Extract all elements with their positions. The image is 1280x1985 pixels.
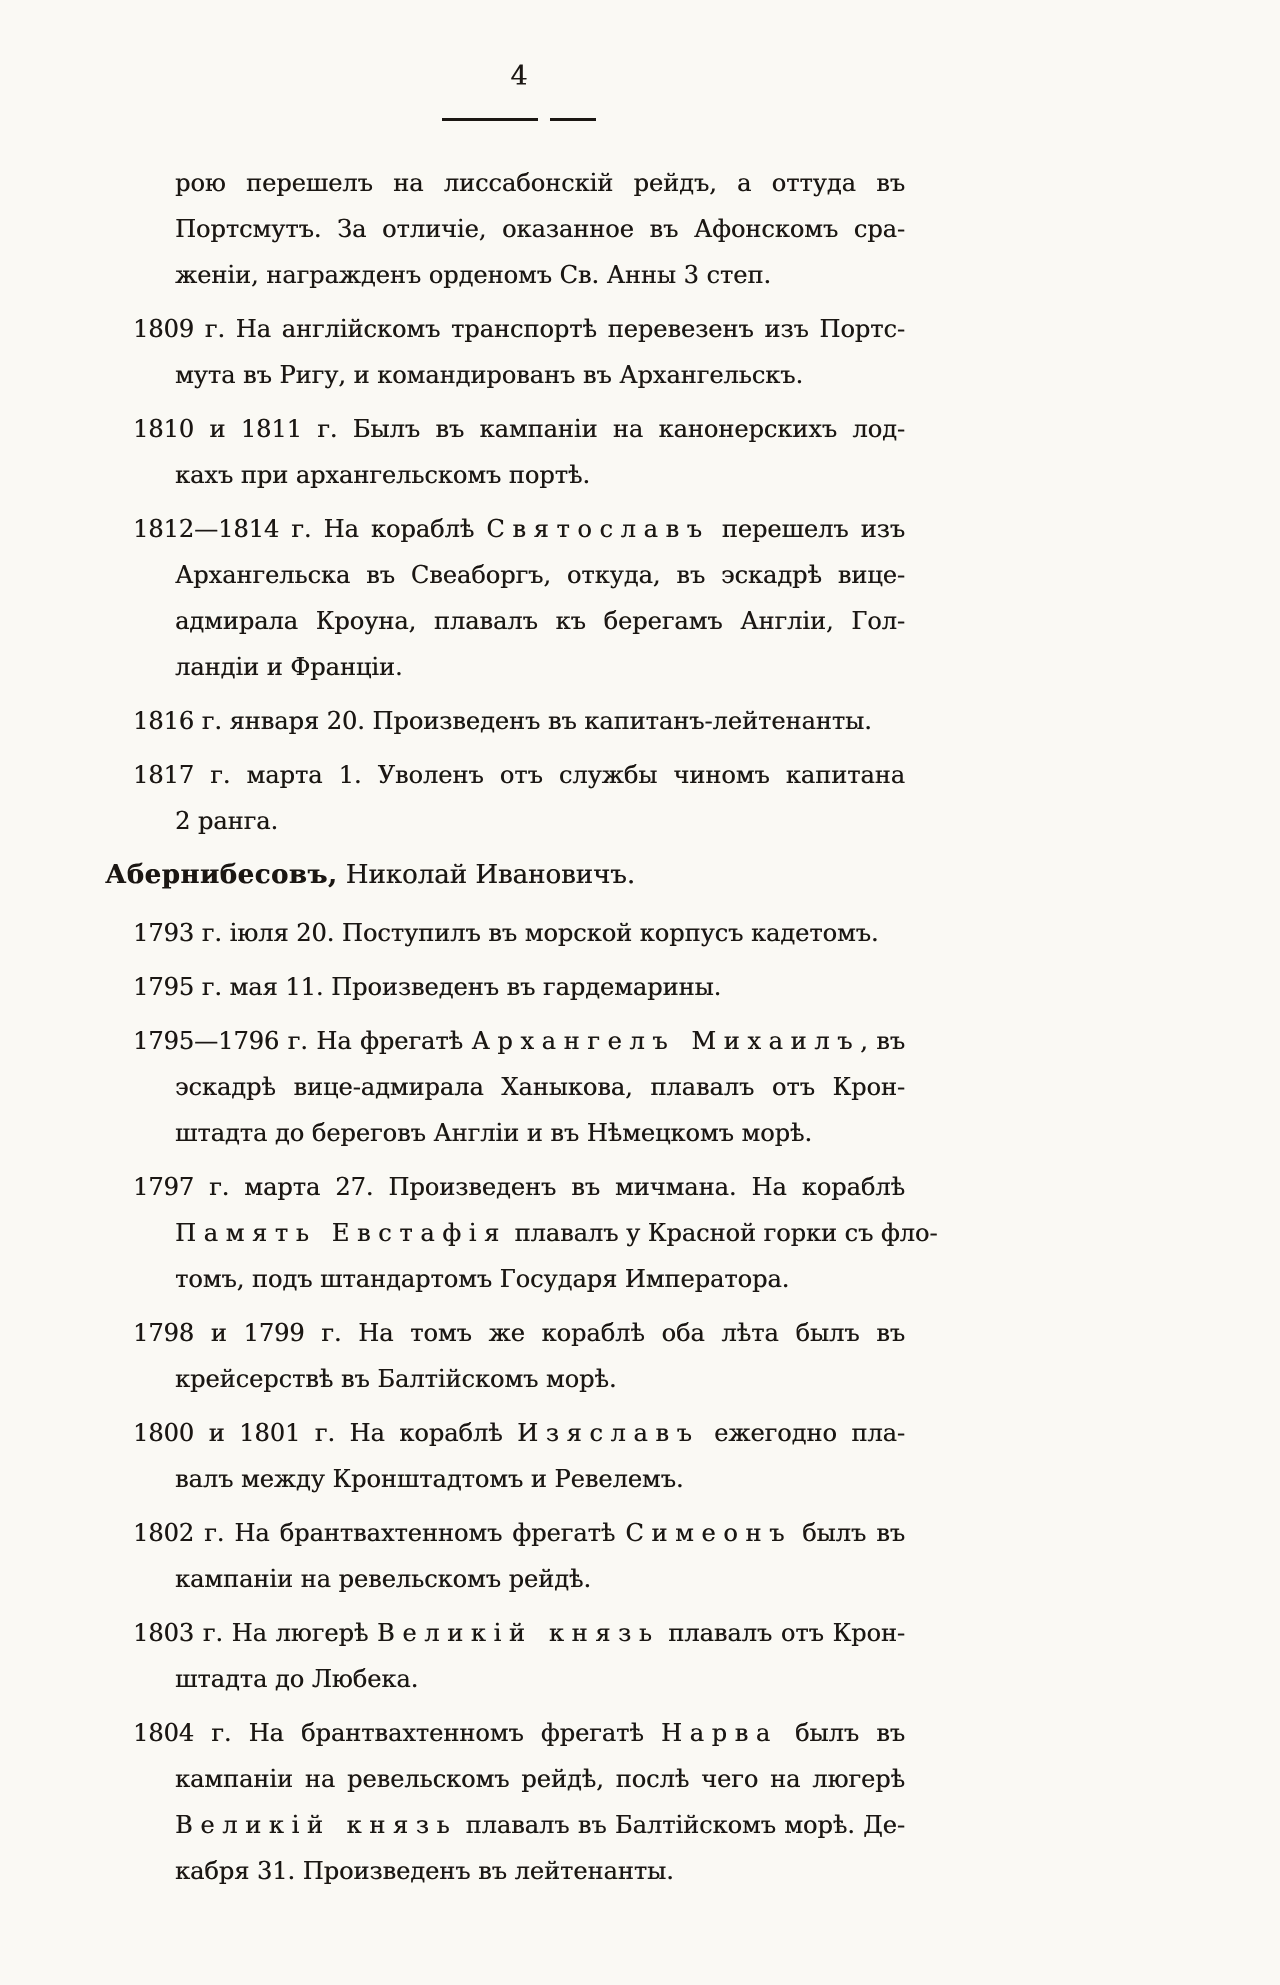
text-line: эскадрѣ вице-адмирала Ханыкова, плавалъ отъ Крон- bbox=[175, 1073, 905, 1101]
ship-name: Симеонъ bbox=[625, 1519, 793, 1547]
service-record-entry bbox=[133, 910, 905, 956]
page-number: 4 bbox=[510, 61, 528, 92]
text-line: мута въ Ригу, и командированъ въ Архангельскъ. bbox=[175, 361, 804, 389]
service-record-entry bbox=[133, 1410, 905, 1502]
text-line: 1800 и 1801 г. На кораблѣ Изяславъ ежегодно пла- bbox=[133, 1419, 906, 1447]
continuation-paragraph bbox=[133, 160, 905, 298]
entry-surname: Абернибесовъ, bbox=[105, 860, 338, 890]
ship-name: Святославъ bbox=[486, 515, 710, 543]
text-line: рою перешелъ на лиссабонскій рейдъ, а оттуда въ bbox=[175, 169, 905, 197]
text-line: 2 ранга. bbox=[175, 807, 279, 835]
text-line: 1795 г. мая 11. Произведенъ въ гардемарины. bbox=[133, 973, 722, 1001]
text-line: кабря 31. Произведенъ въ лейтенанты. bbox=[175, 1857, 674, 1885]
text-line: томъ, подъ штандартомъ Государя Императора. bbox=[175, 1265, 790, 1293]
text-line: Архангельска въ Свеаборгъ, откуда, въ эскадрѣ вице- bbox=[175, 561, 905, 589]
text-line: 1817 г. марта 1. Уволенъ отъ службы чиномъ капитана bbox=[133, 761, 905, 789]
service-record-entry bbox=[133, 1164, 938, 1302]
text-line: валъ между Кронштадтомъ и Ревелемъ. bbox=[175, 1465, 684, 1493]
entry-heading bbox=[105, 852, 905, 898]
service-record-entry bbox=[133, 306, 905, 398]
text-line: 1798 и 1799 г. На томъ же кораблѣ оба лѣта былъ въ bbox=[133, 1319, 905, 1347]
text-line: 1803 г. На люгерѣ Великій князь плавалъ отъ Крон- bbox=[133, 1619, 905, 1647]
text-line: 1793 г. іюля 20. Поступилъ въ морской корпусъ кадетомъ. bbox=[133, 919, 879, 947]
service-record-entry bbox=[133, 406, 905, 498]
ship-name: Великій князь bbox=[377, 1619, 660, 1647]
text-line: крейсерствѣ въ Балтійскомъ морѣ. bbox=[175, 1365, 617, 1393]
ship-name: Память Евстафія bbox=[175, 1219, 507, 1247]
header-rule bbox=[133, 118, 905, 121]
text-line: ландіи и Франціи. bbox=[175, 653, 403, 681]
text-line: 1797 г. марта 27. Произведенъ въ мичмана. На кораблѣ bbox=[133, 1173, 905, 1201]
service-record-entry bbox=[133, 1610, 905, 1702]
text-line: 1804 г. На брантвахтенномъ фрегатѣ Нарва былъ въ bbox=[133, 1719, 906, 1747]
service-record-entry bbox=[133, 752, 905, 844]
text-line: 1809 г. На англійскомъ транспортѣ перевезенъ изъ Портс- bbox=[133, 315, 905, 343]
text-line: 1810 и 1811 г. Былъ въ кампаніи на канонерскихъ лод- bbox=[133, 415, 905, 443]
ship-name: Архангелъ Михаилъ bbox=[471, 1027, 861, 1055]
service-record-entry bbox=[133, 964, 905, 1010]
text-line: штадта до береговъ Англіи и въ Нѣмецкомъ морѣ. bbox=[175, 1119, 813, 1147]
text-line: кампаніи на ревельскомъ рейдѣ, послѣ чего на люгерѣ bbox=[175, 1765, 905, 1793]
text-line: кахъ при архангельскомъ портѣ. bbox=[175, 461, 590, 489]
service-record-entry bbox=[133, 1310, 905, 1402]
service-record-entry bbox=[133, 506, 905, 690]
page-text-block bbox=[105, 160, 938, 1894]
ship-name: Изяславъ bbox=[517, 1419, 700, 1447]
text-line: 1802 г. На брантвахтенномъ фрегатѣ Симеонъ былъ въ bbox=[133, 1519, 905, 1547]
text-line: Память Евстафія плавалъ у Красной горки съ фло- bbox=[175, 1219, 938, 1247]
ship-name: Великій князь bbox=[175, 1811, 458, 1839]
service-record-entry bbox=[133, 1710, 905, 1894]
ship-name: Нарва bbox=[660, 1719, 778, 1747]
text-line: 1812—1814 г. На кораблѣ Святославъ перешелъ изъ bbox=[133, 515, 905, 543]
rule-segment-short bbox=[550, 118, 596, 121]
text-line: 1816 г. января 20. Произведенъ въ капитанъ-лейтенанты. bbox=[133, 707, 872, 735]
text-line: кампаніи на ревельскомъ рейдѣ. bbox=[175, 1565, 592, 1593]
service-record-entry bbox=[133, 1018, 905, 1156]
text-line: 1795—1796 г. На фрегатѣ Архангелъ Михаилъ, въ bbox=[133, 1027, 905, 1055]
text-line: адмирала Кроуна, плавалъ къ берегамъ Англіи, Гол- bbox=[175, 607, 905, 635]
text-line: Великій князь плавалъ въ Балтійскомъ морѣ. Де- bbox=[175, 1811, 905, 1839]
text-line: Портсмутъ. За отличіе, оказанное въ Афонскомъ сра- bbox=[175, 215, 905, 243]
service-record-entry bbox=[133, 698, 905, 744]
rule-segment-long bbox=[442, 118, 538, 121]
service-record-entry bbox=[133, 1510, 905, 1602]
entry-given-name: Николай Ивановичъ. bbox=[337, 860, 635, 890]
text-line: женіи, награжденъ орденомъ Св. Анны 3 степ. bbox=[175, 261, 771, 289]
text-line: штадта до Любека. bbox=[175, 1665, 419, 1693]
